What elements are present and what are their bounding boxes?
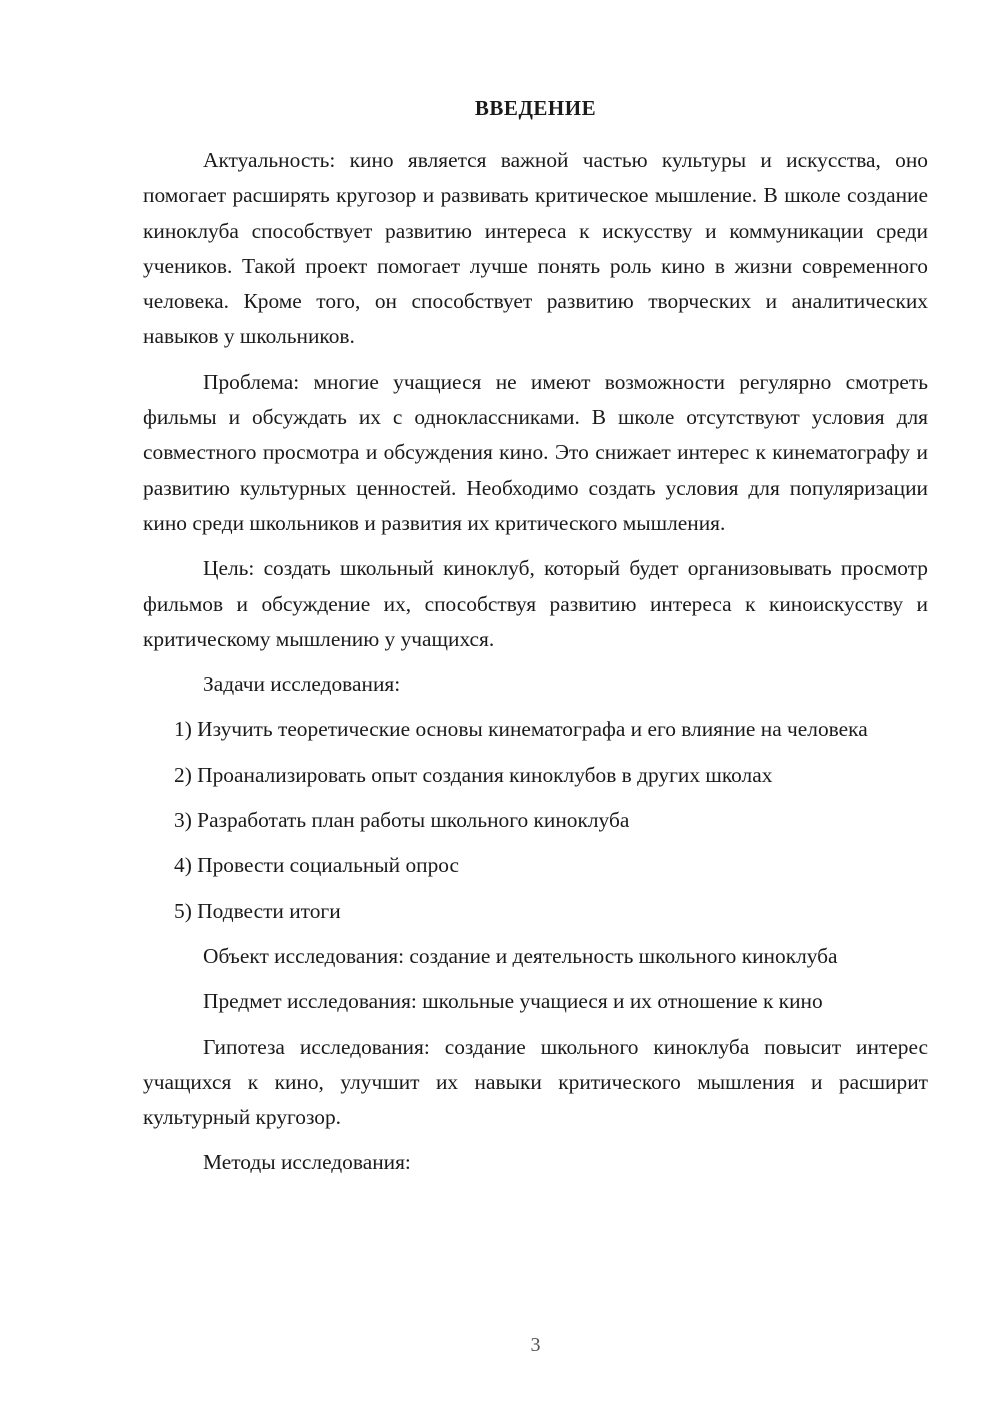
tasks-heading: Задачи исследования: [203,672,401,697]
methods-heading: Методы исследования: [203,1150,411,1175]
task-item-5: 5) Подвести итоги [174,898,341,923]
task-item-4: 4) Провести социальный опрос [174,853,460,878]
document-page [143,0,928,1414]
task-item-1: 1) Изучить теоретические основы кинематографа и его влияние на человека [174,717,868,742]
paragraph-object: Объект исследования: создание и деятельность школьного киноклуба [203,943,838,968]
task-item-3: 3) Разработать план работы школьного киноклуба [174,808,630,833]
task-item-2: 2) Проанализировать опыт создания киноклубов в других школах [174,762,773,787]
page-number: 3 [530,1334,541,1356]
paragraph-subject: Предмет исследования: школьные учащиеся и их отношение к кино [203,989,823,1014]
document-body [143,143,928,1191]
paragraph-goal: Цель: создать школьный киноклуб, который будет организовывать просмотр фильмов и обсуждение их, способствуя развитию интереса к киноискусству и критическому мышлению у учащихся. [143,556,928,651]
paragraph-problem: Проблема: многие учащиеся не имеют возможности регулярно смотреть фильмы и обсуждать их с одноклассниками. В школе отсутствуют условия для совместного просмотра и обсуждения кино. Это снижает интерес к кинематографу и развитию культурных ценностей. Необходимо создать условия для популяризации кино среди школьников и развития их критического мышления. [143,369,928,535]
paragraph-hypothesis: Гипотеза исследования: создание школьного киноклуба повысит интерес учащихся к кино, улучшит их навыки критического мышления и расширит культурный кругозор. [143,1034,928,1130]
paragraph-relevance: Актуальность: кино является важной частью культуры и искусства, оно помогает расширять кругозор и развивать критическое мышление. В школе создание киноклуба способствует развитию интереса к искусству и коммуникации среди учеников. Такой проект помогает лучше понять роль кино в жизни современного человека. Кроме того, он способствует развитию творческих и аналитических навыков у школьников. [143,148,928,349]
page-title: ВВЕДЕНИЕ [474,96,597,120]
